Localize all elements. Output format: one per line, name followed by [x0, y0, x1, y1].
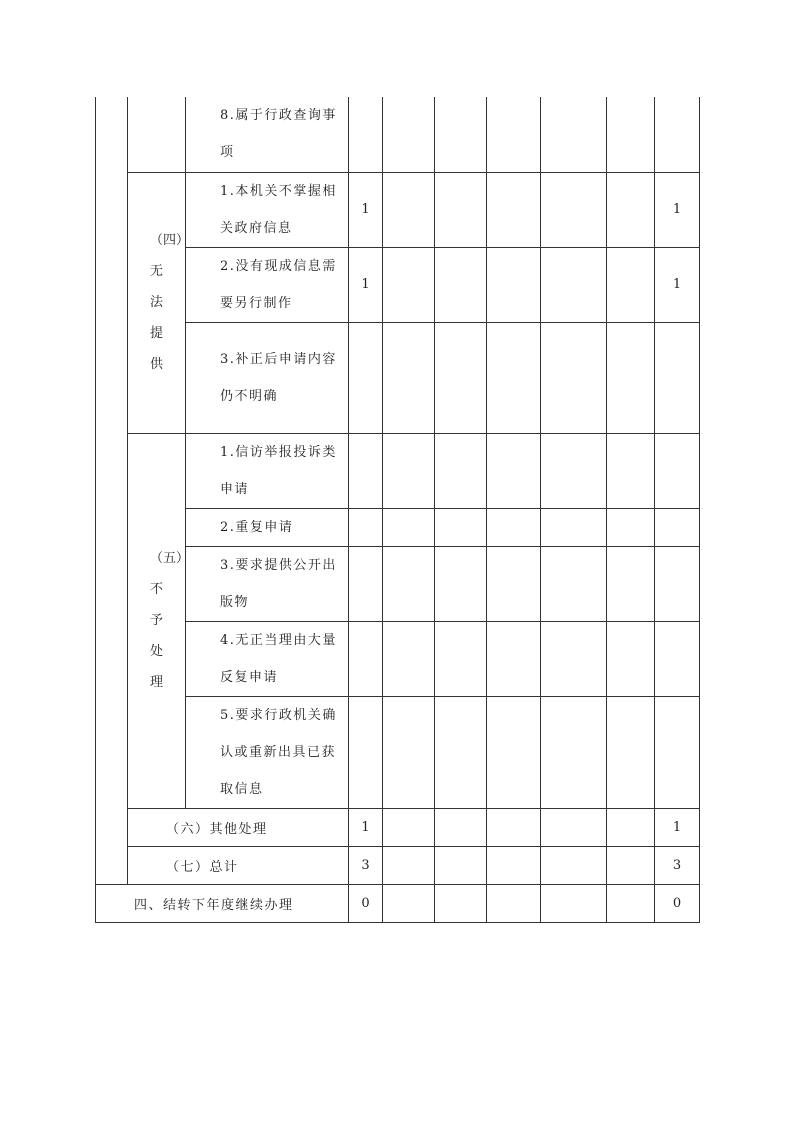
value-cell — [487, 696, 541, 808]
group-label-unable-to-provide: （四）无法提供 — [128, 172, 186, 433]
value-cell — [541, 846, 607, 884]
value-cell — [383, 696, 435, 808]
value-cell — [383, 433, 435, 508]
value-cell: 0 — [655, 884, 700, 922]
value-cell — [435, 621, 487, 696]
row-label: 3.要求提供公开出版物 — [186, 546, 349, 621]
value-cell — [655, 97, 700, 172]
value-cell — [487, 621, 541, 696]
value-cell — [435, 696, 487, 808]
row-label: 5.要求行政机关确认或重新出具已获取信息 — [186, 696, 349, 808]
value-cell — [541, 172, 607, 247]
value-cell — [349, 97, 383, 172]
value-cell — [607, 172, 655, 247]
table-row — [96, 97, 700, 172]
value-cell — [607, 696, 655, 808]
value-cell — [607, 508, 655, 546]
value-cell — [607, 846, 655, 884]
row-label: 四、结转下年度继续办理 — [96, 884, 349, 922]
value-cell — [383, 808, 435, 846]
table-row — [96, 433, 700, 508]
value-cell — [487, 247, 541, 322]
value-cell: 3 — [655, 846, 700, 884]
row-label: 8.属于行政查询事项 — [186, 97, 349, 172]
group-label-not-processed: （五）不予处理 — [128, 433, 186, 808]
value-cell — [607, 433, 655, 508]
row-label: 3.补正后申请内容仍不明确 — [186, 322, 349, 433]
table-row — [96, 172, 700, 247]
value-cell — [607, 546, 655, 621]
value-cell — [487, 508, 541, 546]
value-cell — [487, 546, 541, 621]
outer-spacer-cell — [96, 97, 128, 884]
value-cell — [383, 172, 435, 247]
value-cell — [383, 97, 435, 172]
value-cell — [435, 546, 487, 621]
value-cell — [487, 433, 541, 508]
value-cell: 1 — [655, 172, 700, 247]
value-cell — [607, 884, 655, 922]
value-cell — [349, 621, 383, 696]
value-cell — [487, 884, 541, 922]
value-cell — [655, 621, 700, 696]
value-cell — [607, 247, 655, 322]
value-cell — [435, 846, 487, 884]
value-cell — [607, 808, 655, 846]
row-label: （七）总计 — [128, 846, 349, 884]
value-cell — [541, 808, 607, 846]
value-cell — [435, 808, 487, 846]
value-cell — [435, 322, 487, 433]
table-row — [96, 696, 700, 808]
value-cell — [383, 884, 435, 922]
value-cell — [435, 884, 487, 922]
value-cell — [541, 884, 607, 922]
value-cell — [541, 97, 607, 172]
value-cell — [383, 546, 435, 621]
value-cell — [435, 247, 487, 322]
table-row — [96, 322, 700, 433]
row-label: 1.信访举报投诉类申请 — [186, 433, 349, 508]
value-cell — [383, 846, 435, 884]
value-cell — [435, 433, 487, 508]
value-cell — [435, 97, 487, 172]
table-row — [96, 808, 700, 846]
row-label: 2.重复申请 — [186, 508, 349, 546]
row-label: （六）其他处理 — [128, 808, 349, 846]
table-row — [96, 508, 700, 546]
value-cell — [349, 433, 383, 508]
value-cell — [655, 508, 700, 546]
value-cell — [655, 546, 700, 621]
value-cell — [655, 322, 700, 433]
row-label: 4.无正当理由大量反复申请 — [186, 621, 349, 696]
value-cell: 3 — [349, 846, 383, 884]
value-cell — [541, 621, 607, 696]
table-row — [96, 884, 700, 922]
value-cell — [541, 696, 607, 808]
value-cell — [487, 322, 541, 433]
row-label: 2.没有现成信息需要另行制作 — [186, 247, 349, 322]
table-row — [96, 846, 700, 884]
value-cell — [487, 846, 541, 884]
value-cell — [607, 621, 655, 696]
row-label: 1.本机关不掌握相关政府信息 — [186, 172, 349, 247]
value-cell — [607, 322, 655, 433]
value-cell — [541, 546, 607, 621]
group-spacer-cell — [128, 97, 186, 172]
value-cell — [655, 433, 700, 508]
value-cell — [487, 97, 541, 172]
value-cell — [541, 247, 607, 322]
value-cell: 0 — [349, 884, 383, 922]
value-cell — [383, 247, 435, 322]
value-cell — [487, 808, 541, 846]
value-cell — [541, 433, 607, 508]
value-cell — [383, 621, 435, 696]
value-cell — [435, 508, 487, 546]
value-cell — [607, 97, 655, 172]
value-cell: 1 — [349, 808, 383, 846]
value-cell — [487, 172, 541, 247]
value-cell: 1 — [655, 247, 700, 322]
value-cell — [435, 172, 487, 247]
table-row — [96, 247, 700, 322]
value-cell — [541, 322, 607, 433]
value-cell — [349, 508, 383, 546]
table-row — [96, 621, 700, 696]
value-cell — [349, 546, 383, 621]
value-cell — [541, 508, 607, 546]
value-cell — [655, 696, 700, 808]
value-cell — [383, 508, 435, 546]
value-cell — [349, 696, 383, 808]
disclosure-statistics-table — [95, 97, 700, 923]
value-cell — [349, 322, 383, 433]
value-cell: 1 — [655, 808, 700, 846]
value-cell: 1 — [349, 172, 383, 247]
value-cell: 1 — [349, 247, 383, 322]
value-cell — [383, 322, 435, 433]
